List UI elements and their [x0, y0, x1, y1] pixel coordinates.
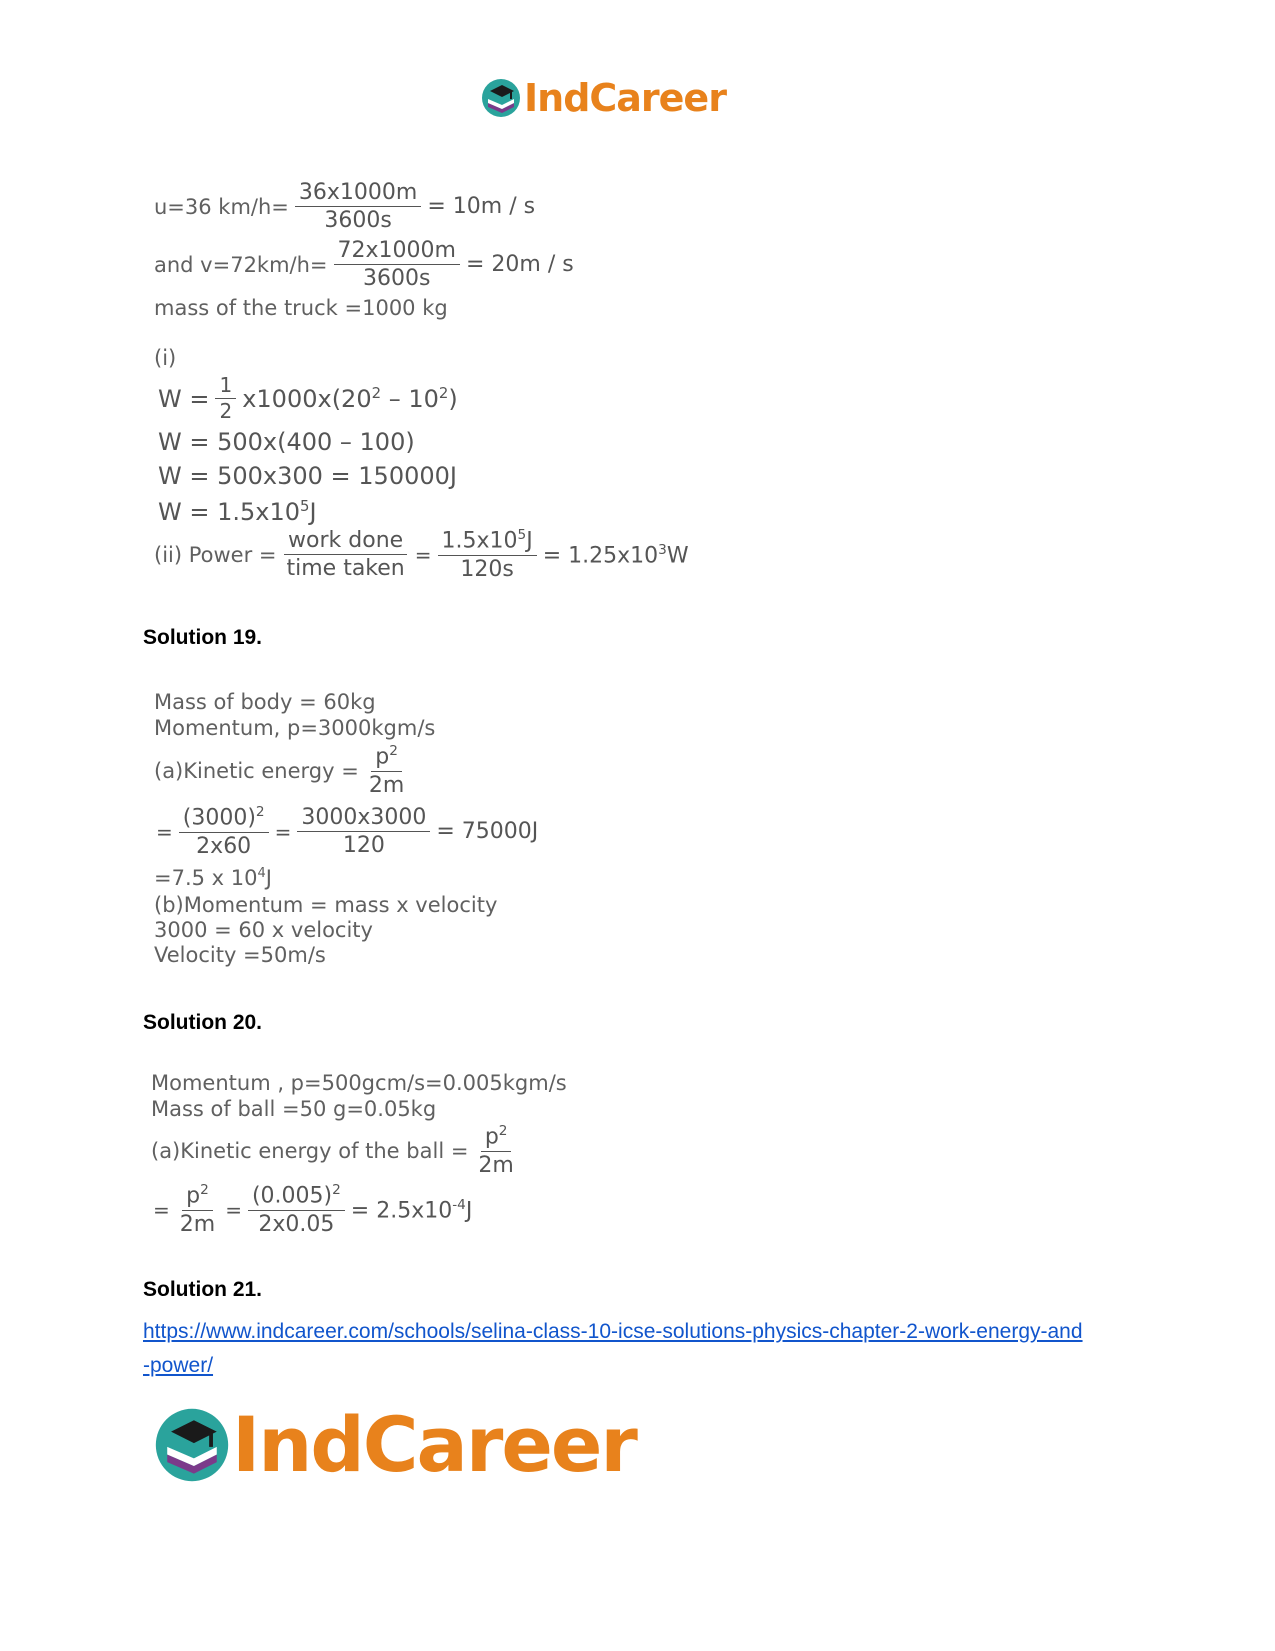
work-eq-4: $W = 1.5x10^5J$ [158, 497, 317, 526]
ke-calc-20-fraction-1: $\frac{p^2}{2m}$ [179, 1182, 216, 1237]
half-fraction: $\frac{1}{2}$ [215, 374, 236, 423]
truck-mass: mass of the truck =1000 kg [154, 296, 448, 320]
footer-logo-text: IndCareer [232, 1400, 636, 1489]
ke-calc-20: = $\frac{p^2}{2m}$ = $\frac{(0.005)^2}{2x0.05}$ = $2.5x10^{-4}J$ [153, 1182, 473, 1237]
work-eq-1: W = $\frac{1}{2}$ $x1000x(20^2 - 10^2)$ [158, 373, 458, 423]
velocity-result: Velocity =50m/s [154, 943, 326, 967]
power-fraction-2: $\frac{1.5x10^5J}{120s}$ [438, 528, 537, 582]
velocity-equation: 3000 = 60 x velocity [154, 918, 373, 942]
work-eq-2: W = 500x(400 – 100) [158, 428, 415, 456]
power-eq: (ii) Power = $\frac{\text{work done}}{\text{time taken}}$ = $\frac{1.5x10^5J}{120s}$ = $1.25x10^3W$ [154, 527, 689, 582]
ke-calc-19: = $\frac{(3000)^2}{2x60}$ = $\frac{3000x3000}{120}$ = 75000J [156, 804, 539, 859]
momentum-formula: (b)Momentum = mass x velocity [154, 893, 498, 917]
ke-calc-fraction-1: $\frac{(3000)^2}{2x60}$ [179, 805, 269, 859]
part-i-label: (i) [154, 346, 177, 370]
work-eq-3: W = 500x300 = 150000J [158, 462, 457, 490]
footer-logo [152, 1400, 636, 1489]
ke-calc-20-fraction-2: $\frac{(0.005)^2}{2x0.05}$ [248, 1183, 345, 1237]
solution-21-heading: Solution 21. [143, 1278, 263, 1301]
ke-fraction-19: $\frac{p^2}{2m}$ [368, 743, 405, 798]
ke-scientific: =7.5 x $10^4J$ [154, 866, 272, 890]
graduation-book-icon [152, 1405, 232, 1485]
body-mass: Mass of body = 60kg [154, 690, 376, 714]
ball-momentum: Momentum , p=500gcm/s=0.005kgm/s [151, 1071, 567, 1095]
power-fraction-1: $\frac{\text{work done}}{\text{time taken}}$ [283, 528, 409, 582]
body-momentum: Momentum, p=3000kgm/s [154, 716, 436, 740]
ke-formula-19: (a)Kinetic energy = $\frac{p^2}{2m}$ [154, 744, 414, 798]
ball-mass: Mass of ball =50 g=0.05kg [151, 1097, 437, 1121]
u-conversion: u=36 km/h= $\frac{36x1000m}{3600s}$ = 10m / s [154, 180, 536, 234]
solution-link[interactable]: https://www.indcareer.com/schools/selina-class-10-icse-solutions-physics-chapter-2-work-energy-and-power/ [143, 1320, 1083, 1377]
header-logo [480, 76, 726, 120]
ke-fraction-20: $\frac{p^2}{2m}$ [478, 1123, 514, 1178]
ke-formula-20: (a)Kinetic energy of the ball = $\frac{p^2}{2m}$ [151, 1124, 524, 1178]
u-fraction: $\frac{36x1000m}{3600s}$ [295, 180, 421, 234]
solution-20-heading: Solution 20. [143, 1011, 263, 1034]
v-conversion: and v=72km/h= $\frac{72x1000m}{3600s}$ = 20m / s [154, 238, 574, 292]
solution-19-heading: Solution 19. [143, 626, 263, 649]
ke-calc-fraction-2: $\frac{3000x3000}{120}$ [297, 805, 430, 859]
logo-text: IndCareer [524, 76, 726, 120]
v-fraction: $\frac{72x1000m}{3600s}$ [334, 238, 460, 292]
graduation-book-icon [480, 77, 522, 119]
